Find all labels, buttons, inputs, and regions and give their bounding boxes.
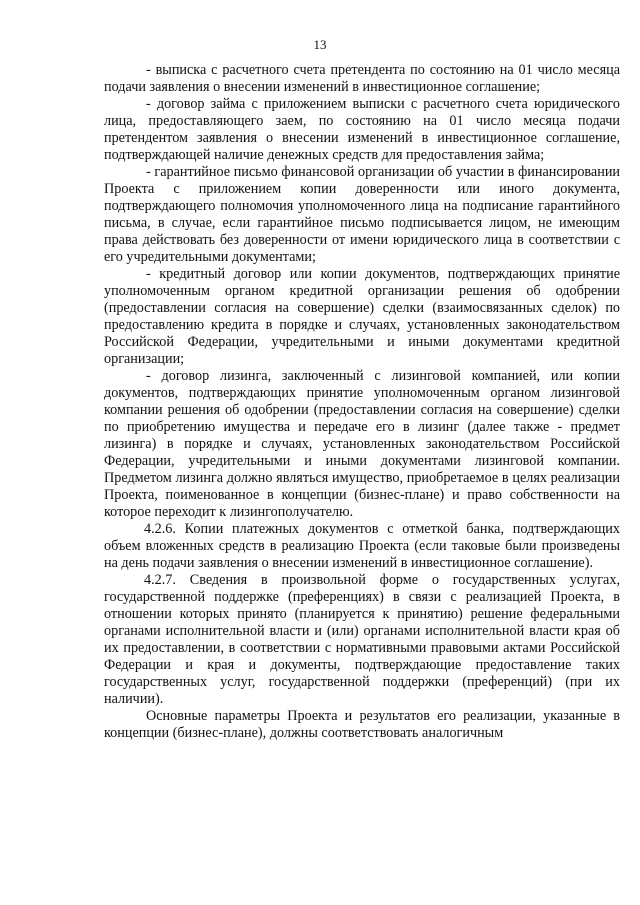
paragraph-4-2-7: 4.2.7. Сведения в произвольной форме о государственных услугах, государственной поддержке (преференциях) в связи с реализацией Проекта, в отношении которых принято (планируется к принятию) решение федеральными органами исполнительной власти и (или) органами исполнительной власти края об их предоставлении, в соответствии с нормативными правовыми актами Российской Федерации и края и документы, подтверждающие предоставление таких государственных услуг, государственной поддержки (преференций) (при их наличии). [104, 572, 620, 707]
page-number: 13 [313, 37, 327, 52]
paragraph-credit-agreement: - кредитный договор или копии документов, подтверждающих принятие уполномоченным органом кредитной организации решения об одобрении (предоставлении согласия на совершение) сделки (взаимосвязанных сделок) по предоставлению кредита в порядке и случаях, установленных законодательством Российской Федерации, учредительными и иными документами кредитной организации; [104, 266, 620, 367]
paragraph-leasing-agreement: - договор лизинга, заключенный с лизинговой компанией, или копии документов, подтверждающих принятие уполномоченным органом лизинговой компании решения об одобрении (предоставлении согласия на совершение) сделки по приобретению имущества и передаче его в лизинг (далее также - предмет лизинга) в порядке и случаях, установленных законодательством Российской Федерации, учредительными и иными документами лизинговой компании. Предметом лизинга должно являться имущество, приобретаемое в целях реализации Проекта, поименованное в концепции (бизнес-плане) и право собственности на которое переходит к лизингополучателю. [104, 368, 620, 520]
paragraph-4-2-6: 4.2.6. Копии платежных документов с отметкой банка, подтверждающих объем вложенных средств в реализацию Проекта (если таковые были произведены на день подачи заявления о внесении изменений в инвестиционное соглашение). [104, 521, 620, 571]
paragraph-project-parameters: Основные параметры Проекта и результатов его реализации, указанные в концепции (бизнес-плане), должны соответствовать аналогичным [104, 708, 620, 741]
paragraph-guarantee-letter: - гарантийное письмо финансовой организации об участии в финансировании Проекта с приложением копии доверенности или иного документа, подтверждающего полномочия уполномоченного лица на подписание гарантийного письма, в случае, если гарантийное письмо подписывается лицом, не имеющим права действовать без доверенности от имени юридического лица в соответствии с его учредительными документами; [104, 164, 620, 265]
paragraph-bank-statement: - выписка с расчетного счета претендента по состоянию на 01 число месяца подачи заявления о внесении изменений в инвестиционное соглашение; [104, 62, 620, 95]
paragraph-loan-agreement: - договор займа с приложением выписки с расчетного счета юридического лица, предоставляющего заем, по состоянию на 01 число месяца подачи претендентом заявления о внесении изменений в инвестиционное соглашение, подтверждающей наличие денежных средств для предоставления займа; [104, 96, 620, 163]
document-body [104, 62, 620, 742]
